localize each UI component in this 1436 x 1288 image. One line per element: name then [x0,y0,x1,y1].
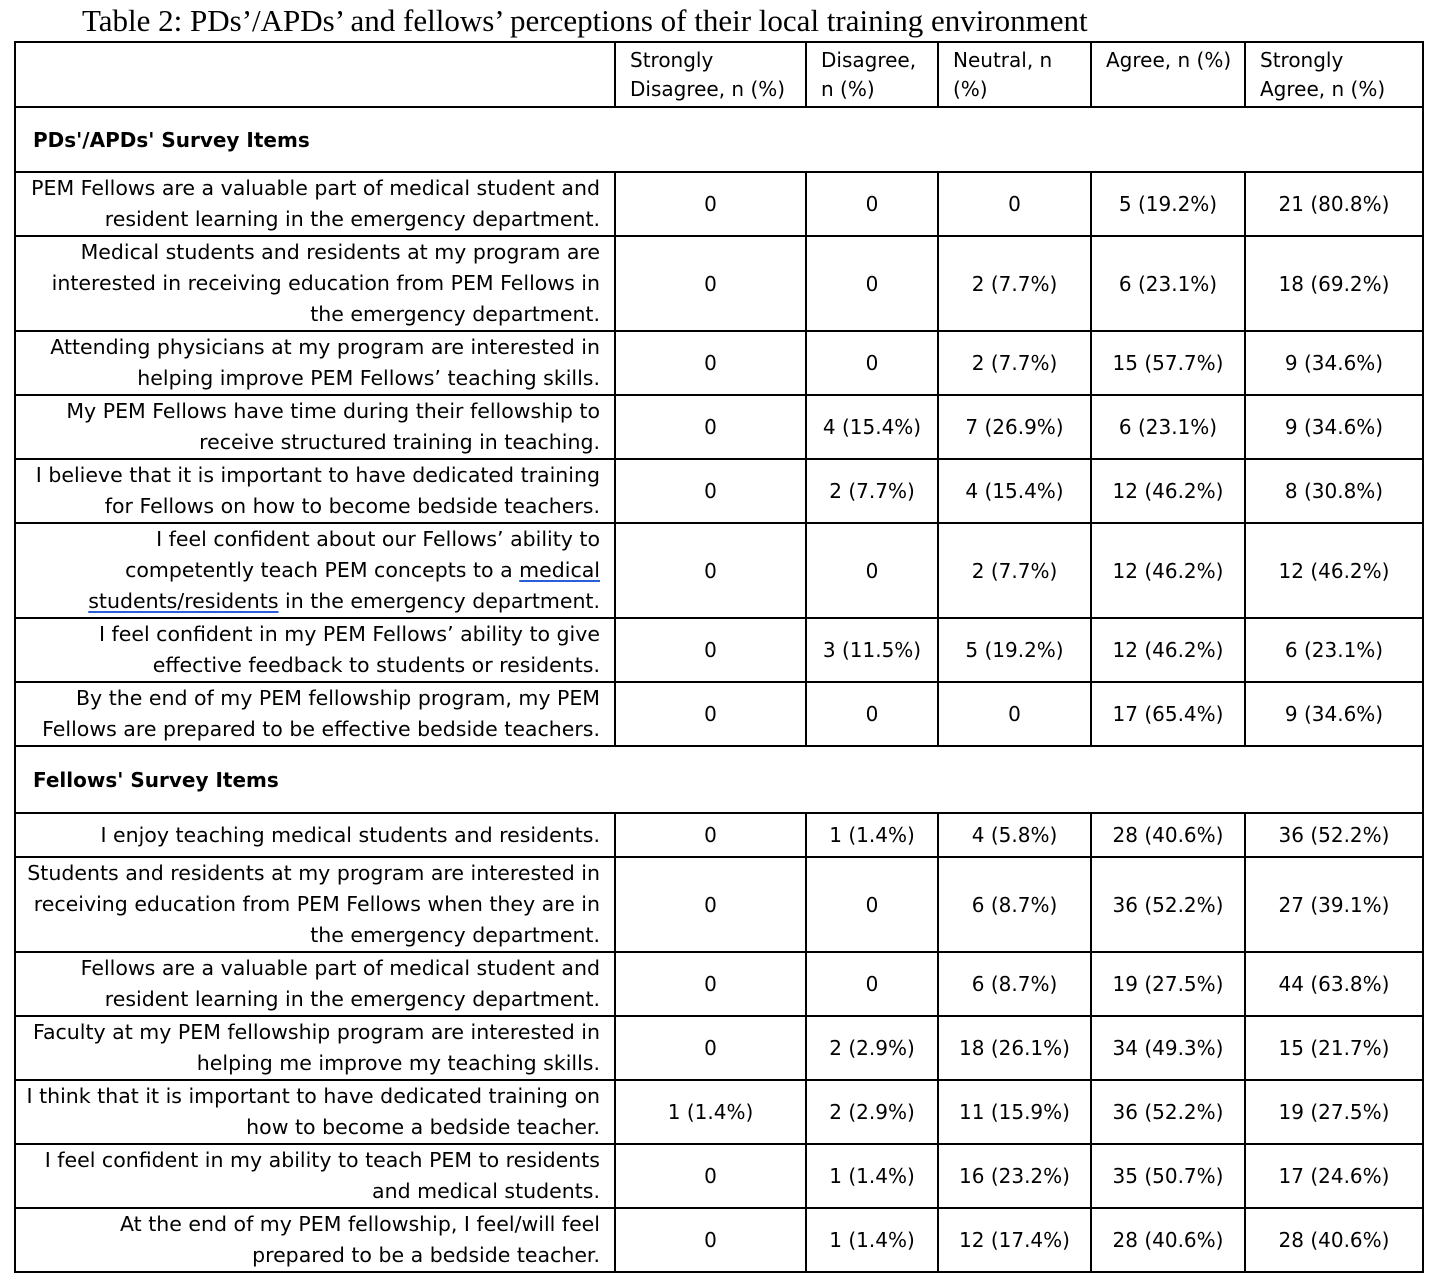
value-disagree: 2 (2.9%) [806,1016,938,1080]
value-agree: 15 (57.7%) [1091,331,1245,395]
value-strongly-agree: 6 (23.1%) [1245,618,1423,682]
value-agree: 6 (23.1%) [1091,395,1245,459]
value-strongly-agree: 21 (80.8%) [1245,172,1423,236]
table-row [15,857,1423,952]
value-neutral: 12 (17.4%) [938,1208,1091,1272]
value-neutral: 2 (7.7%) [938,236,1091,331]
table-row [15,459,1423,523]
value-strongly-disagree: 0 [615,172,806,236]
spellcheck-underline: medical students/residents [88,558,600,613]
header-agree: Agree, n (%) [1091,42,1245,107]
table-row [15,236,1423,331]
item-text: Students and residents at my program are interested in receiving education from PEM Fellows when they are in the emergency department. [15,857,615,952]
value-strongly-agree: 9 (34.6%) [1245,331,1423,395]
value-disagree: 0 [806,172,938,236]
value-agree: 12 (46.2%) [1091,523,1245,618]
value-neutral: 6 (8.7%) [938,857,1091,952]
value-neutral: 5 (19.2%) [938,618,1091,682]
value-strongly-disagree: 0 [615,1144,806,1208]
value-agree: 19 (27.5%) [1091,952,1245,1016]
table-row [15,1208,1423,1272]
value-agree: 17 (65.4%) [1091,682,1245,746]
item-text: I feel confident in my ability to teach PEM to residents and medical students. [15,1144,615,1208]
value-strongly-disagree: 0 [615,236,806,331]
header-strongly-agree: Strongly Agree, n (%) [1245,42,1423,107]
table-row [15,523,1423,618]
header-neutral: Neutral, n (%) [938,42,1091,107]
header-strongly-disagree: Strongly Disagree, n (%) [615,42,806,107]
value-strongly-disagree: 0 [615,395,806,459]
value-agree: 34 (49.3%) [1091,1016,1245,1080]
value-neutral: 2 (7.7%) [938,523,1091,618]
value-neutral: 18 (26.1%) [938,1016,1091,1080]
value-disagree: 1 (1.4%) [806,1208,938,1272]
item-text: Medical students and residents at my program are interested in receiving education from PEM Fellows in the emergency department. [15,236,615,331]
header-disagree: Disagree, n (%) [806,42,938,107]
value-disagree: 0 [806,236,938,331]
value-strongly-disagree: 0 [615,857,806,952]
value-disagree: 3 (11.5%) [806,618,938,682]
value-disagree: 0 [806,682,938,746]
value-neutral: 4 (5.8%) [938,813,1091,857]
table-row [15,331,1423,395]
value-agree: 12 (46.2%) [1091,618,1245,682]
table-caption: Table 2: PDs’/APDs’ and fellows’ perceptions of their local training environment [82,3,1088,38]
item-text: By the end of my PEM fellowship program, my PEM Fellows are prepared to be effective bedside teachers. [15,682,615,746]
value-strongly-disagree: 0 [615,952,806,1016]
value-neutral: 6 (8.7%) [938,952,1091,1016]
item-text: I enjoy teaching medical students and residents. [15,813,615,857]
value-agree: 6 (23.1%) [1091,236,1245,331]
table-row [15,813,1423,857]
item-text: My PEM Fellows have time during their fellowship to receive structured training in teaching. [15,395,615,459]
value-strongly-agree: 28 (40.6%) [1245,1208,1423,1272]
table-row [15,1016,1423,1080]
value-agree: 36 (52.2%) [1091,857,1245,952]
value-strongly-disagree: 0 [615,618,806,682]
table-row [15,172,1423,236]
header-item [15,42,615,107]
value-strongly-agree: 19 (27.5%) [1245,1080,1423,1144]
table-row [15,1080,1423,1144]
section-title-fellows: Fellows' Survey Items [15,746,1423,813]
item-text: Attending physicians at my program are interested in helping improve PEM Fellows’ teaching skills. [15,331,615,395]
item-text: I think that it is important to have dedicated training on how to become a bedside teacher. [15,1080,615,1144]
value-strongly-agree: 12 (46.2%) [1245,523,1423,618]
value-strongly-disagree: 0 [615,1208,806,1272]
value-strongly-agree: 18 (69.2%) [1245,236,1423,331]
value-agree: 35 (50.7%) [1091,1144,1245,1208]
value-disagree: 0 [806,857,938,952]
value-strongly-agree: 27 (39.1%) [1245,857,1423,952]
value-disagree: 1 (1.4%) [806,813,938,857]
item-text: At the end of my PEM fellowship, I feel/will feel prepared to be a bedside teacher. [15,1208,615,1272]
value-strongly-agree: 9 (34.6%) [1245,682,1423,746]
item-text: Fellows are a valuable part of medical student and resident learning in the emergency department. [15,952,615,1016]
value-neutral: 4 (15.4%) [938,459,1091,523]
value-neutral: 0 [938,172,1091,236]
value-neutral: 16 (23.2%) [938,1144,1091,1208]
value-agree: 28 (40.6%) [1091,1208,1245,1272]
value-strongly-disagree: 0 [615,1016,806,1080]
value-neutral: 11 (15.9%) [938,1080,1091,1144]
item-text: Faculty at my PEM fellowship program are interested in helping me improve my teaching skills. [15,1016,615,1080]
value-agree: 36 (52.2%) [1091,1080,1245,1144]
value-disagree: 1 (1.4%) [806,1144,938,1208]
table-row [15,618,1423,682]
value-disagree: 2 (7.7%) [806,459,938,523]
header-row [15,42,1423,107]
value-strongly-agree: 17 (24.6%) [1245,1144,1423,1208]
value-neutral: 7 (26.9%) [938,395,1091,459]
value-neutral: 2 (7.7%) [938,331,1091,395]
value-strongly-disagree: 1 (1.4%) [615,1080,806,1144]
value-disagree: 2 (2.9%) [806,1080,938,1144]
table-row [15,395,1423,459]
value-disagree: 0 [806,523,938,618]
value-strongly-disagree: 0 [615,523,806,618]
value-neutral: 0 [938,682,1091,746]
section-header-row [15,746,1423,813]
table-row [15,952,1423,1016]
value-strongly-agree: 36 (52.2%) [1245,813,1423,857]
section-header-row [15,107,1423,172]
item-text: I feel confident in my PEM Fellows’ ability to give effective feedback to students or residents. [15,618,615,682]
section-title-pds: PDs'/APDs' Survey Items [15,107,1423,172]
item-text: PEM Fellows are a valuable part of medical student and resident learning in the emergency department. [15,172,615,236]
value-strongly-disagree: 0 [615,459,806,523]
value-agree: 12 (46.2%) [1091,459,1245,523]
value-strongly-agree: 9 (34.6%) [1245,395,1423,459]
table-row [15,682,1423,746]
value-disagree: 4 (15.4%) [806,395,938,459]
value-strongly-disagree: 0 [615,331,806,395]
value-strongly-disagree: 0 [615,682,806,746]
value-strongly-disagree: 0 [615,813,806,857]
value-agree: 28 (40.6%) [1091,813,1245,857]
value-strongly-agree: 44 (63.8%) [1245,952,1423,1016]
perceptions-table [14,41,1424,1273]
value-strongly-agree: 15 (21.7%) [1245,1016,1423,1080]
table-row [15,1144,1423,1208]
value-disagree: 0 [806,331,938,395]
value-strongly-agree: 8 (30.8%) [1245,459,1423,523]
value-disagree: 0 [806,952,938,1016]
item-text: I feel confident about our Fellows’ ability to competently teach PEM concepts to a medical students/residents in the emergency department. [15,523,615,618]
value-agree: 5 (19.2%) [1091,172,1245,236]
item-text: I believe that it is important to have dedicated training for Fellows on how to become bedside teachers. [15,459,615,523]
